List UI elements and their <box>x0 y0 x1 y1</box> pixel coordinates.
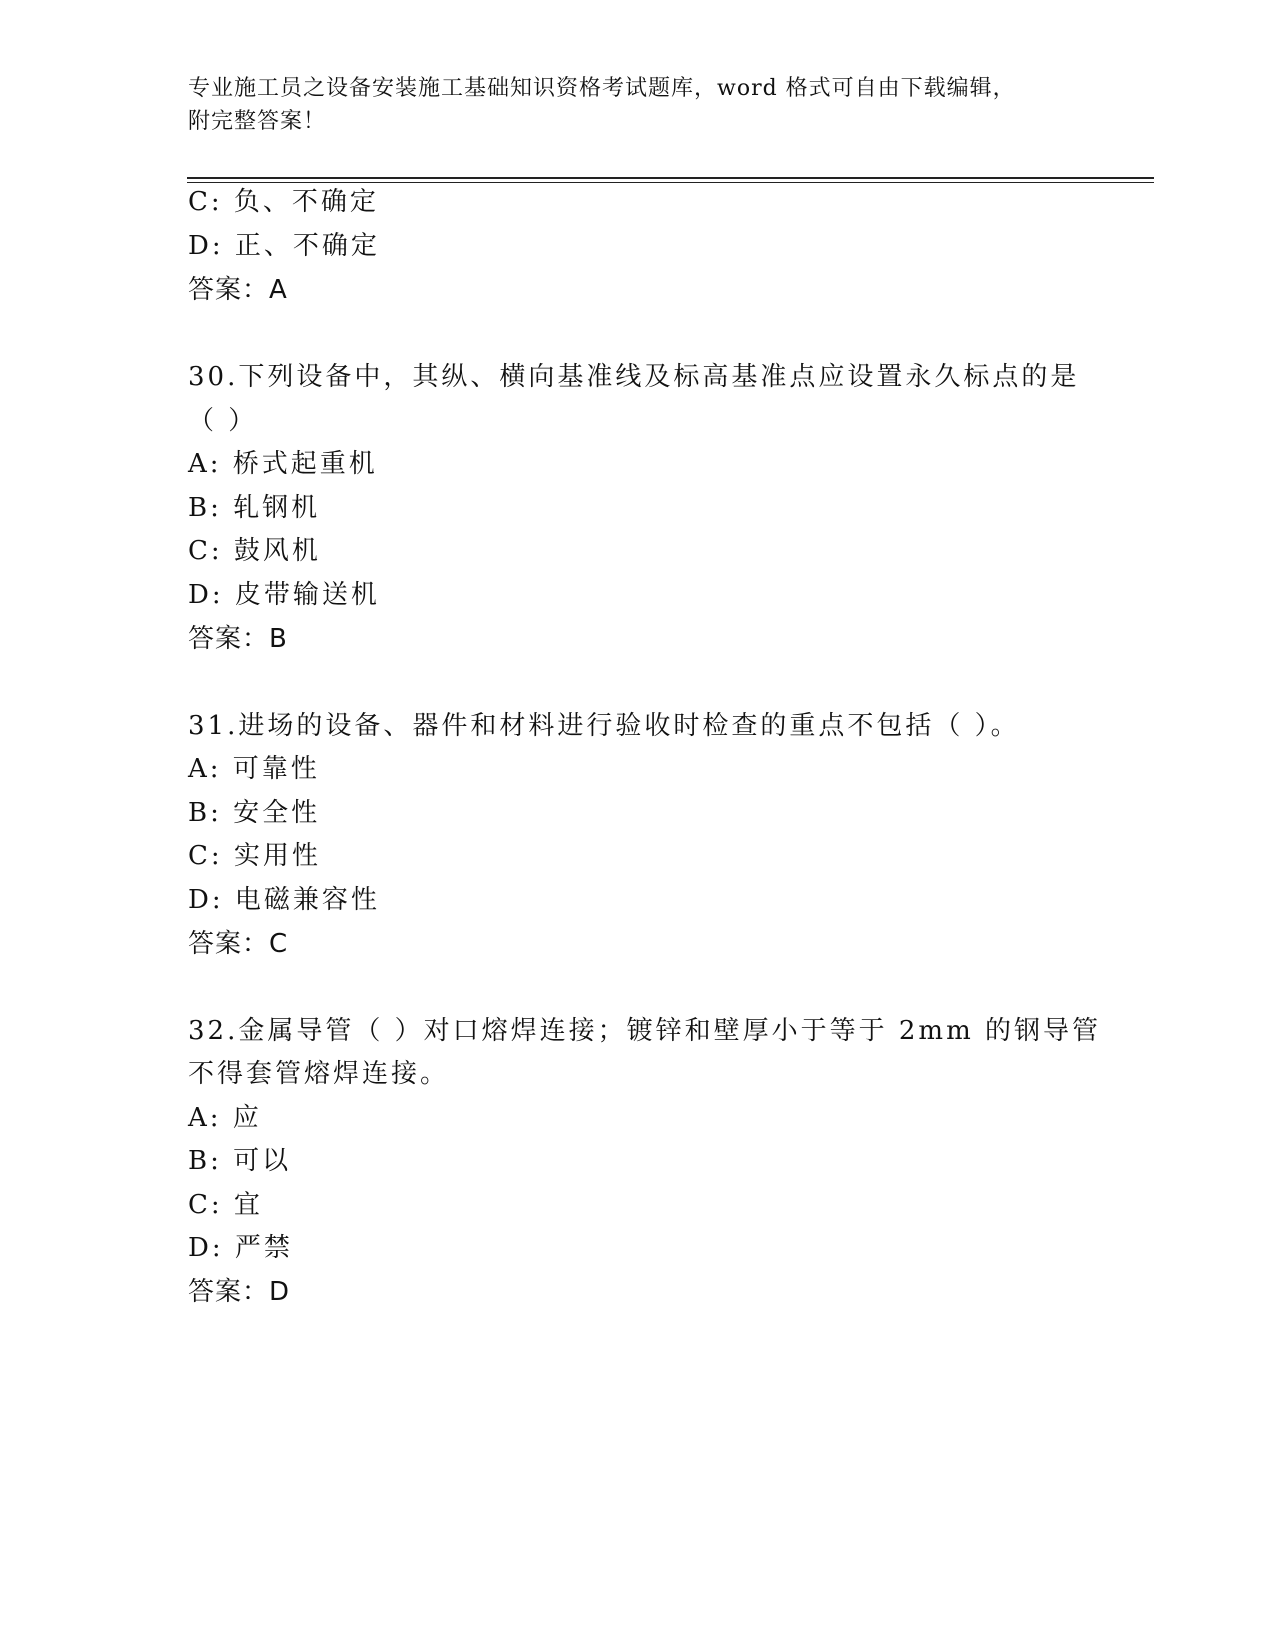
q31-answer: 答案：C <box>188 929 289 959</box>
q30-question-line-2: （ ） <box>188 406 258 436</box>
q32-answer: 答案：D <box>188 1277 291 1307</box>
q32-question-line-1: 32.金属导管（ ）对口熔焊连接；镀锌和壁厚小于等于 2mm 的钢导管 <box>188 1016 1101 1046</box>
prev-answer: 答案：A <box>188 275 288 305</box>
prev-option-d: D: 正、不确定 <box>188 231 380 261</box>
q30-answer: 答案：B <box>188 624 288 654</box>
q30-option-d: D: 皮带输送机 <box>188 580 380 610</box>
q31-option-b: B: 安全性 <box>188 798 321 828</box>
q32-option-d: D: 严禁 <box>188 1233 293 1263</box>
header-divider-thin <box>187 182 1154 183</box>
header-title-line-2: 附完整答案！ <box>188 109 327 134</box>
q30-question-line-1: 30.下列设备中，其纵、横向基准线及标高基准点应设置永久标点的是 <box>188 362 1080 392</box>
q31-option-c: C: 实用性 <box>188 841 321 871</box>
header-title-line-1: 专业施工员之设备安装施工基础知识资格考试题库，word 格式可自由下载编辑， <box>188 76 1016 101</box>
q32-option-b: B: 可以 <box>188 1146 292 1176</box>
q32-option-c: C: 宜 <box>188 1190 263 1220</box>
prev-option-c: C: 负、不确定 <box>188 187 379 217</box>
q31-option-d: D: 电磁兼容性 <box>188 885 380 915</box>
q30-option-a: A: 桥式起重机 <box>188 449 378 479</box>
q30-option-b: B: 轧钢机 <box>188 493 321 523</box>
q30-option-c: C: 鼓风机 <box>188 536 321 566</box>
header-divider-thick <box>187 177 1154 179</box>
q31-option-a: A: 可靠性 <box>188 754 320 784</box>
q32-question-line-2: 不得套管熔焊连接。 <box>188 1059 450 1089</box>
q32-option-a: A: 应 <box>188 1103 262 1133</box>
q31-question-line-1: 31.进场的设备、器件和材料进行验收时检查的重点不包括（ ）。 <box>188 711 1020 741</box>
document-header <box>188 72 1088 138</box>
